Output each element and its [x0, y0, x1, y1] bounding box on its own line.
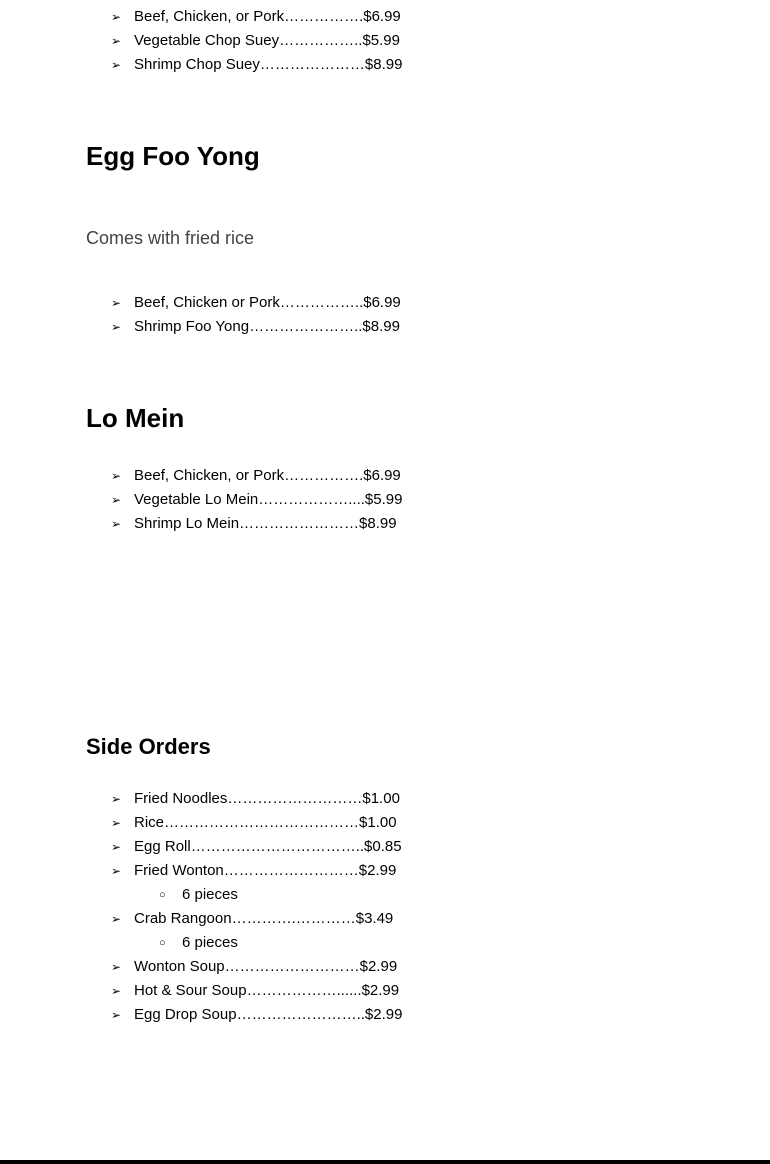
arrow-bullet-icon: ➢ [111, 320, 122, 334]
arrow-bullet-icon: ➢ [111, 493, 122, 507]
menu-item-text: Shrimp Foo Yong…………………..$8.99 [134, 318, 400, 335]
arrow-bullet-icon: ➢ [111, 1008, 122, 1022]
menu-item-text: Wonton Soup………………………$2.99 [134, 958, 398, 975]
arrow-bullet-icon: ➢ [111, 816, 122, 830]
menu-item-text: Beef, Chicken, or Pork…………….$6.99 [134, 8, 401, 25]
section-title-egg-foo-yong: Egg Foo Yong [86, 141, 260, 171]
arrow-bullet-icon: ➢ [111, 296, 122, 310]
menu-item-text: Hot & Sour Soup………………......$2.99 [134, 982, 400, 999]
menu-item-text: Fried Noodles………………………$1.00 [134, 790, 400, 807]
arrow-bullet-icon: ➢ [111, 34, 122, 48]
menu-item-text: Vegetable Lo Mein………………....$5.99 [134, 491, 403, 508]
menu-item-text: Egg Roll……………………………..$0.85 [134, 838, 402, 855]
circle-bullet-icon: ○ [159, 937, 166, 949]
section-title-lo-mein: Lo Mein [86, 403, 185, 433]
arrow-bullet-icon: ➢ [111, 58, 122, 72]
menu-item-text: Fried Wonton………………………$2.99 [134, 862, 397, 879]
arrow-bullet-icon: ➢ [111, 469, 122, 483]
item-detail-text: 6 pieces [182, 934, 238, 951]
menu-item-text: Rice…………………………………$1.00 [134, 814, 397, 831]
item-detail-text: 6 pieces [182, 886, 238, 903]
menu-item-text: Crab Rangoon………….…………$3.49 [134, 910, 394, 927]
section-note: Comes with fried rice [86, 228, 255, 248]
menu-item-text: Beef, Chicken, or Pork…………….$6.99 [134, 467, 401, 484]
menu-item-text: Shrimp Lo Mein……………………$8.99 [134, 515, 397, 532]
page-bottom-divider [0, 1160, 770, 1164]
circle-bullet-icon: ○ [159, 889, 166, 901]
arrow-bullet-icon: ➢ [111, 10, 122, 24]
arrow-bullet-icon: ➢ [111, 960, 122, 974]
arrow-bullet-icon: ➢ [111, 912, 122, 926]
section-title-side-orders: Side Orders [86, 734, 211, 759]
menu-item-text: Egg Drop Soup……………………..$2.99 [134, 1006, 403, 1023]
arrow-bullet-icon: ➢ [111, 517, 122, 531]
arrow-bullet-icon: ➢ [111, 864, 122, 878]
arrow-bullet-icon: ➢ [111, 792, 122, 806]
arrow-bullet-icon: ➢ [111, 840, 122, 854]
menu-item-text: Vegetable Chop Suey……………..$5.99 [134, 32, 400, 49]
menu-item-text: Beef, Chicken or Pork……………..$6.99 [134, 294, 401, 311]
menu-item-text: Shrimp Chop Suey…………………$8.99 [134, 56, 403, 73]
arrow-bullet-icon: ➢ [111, 984, 122, 998]
